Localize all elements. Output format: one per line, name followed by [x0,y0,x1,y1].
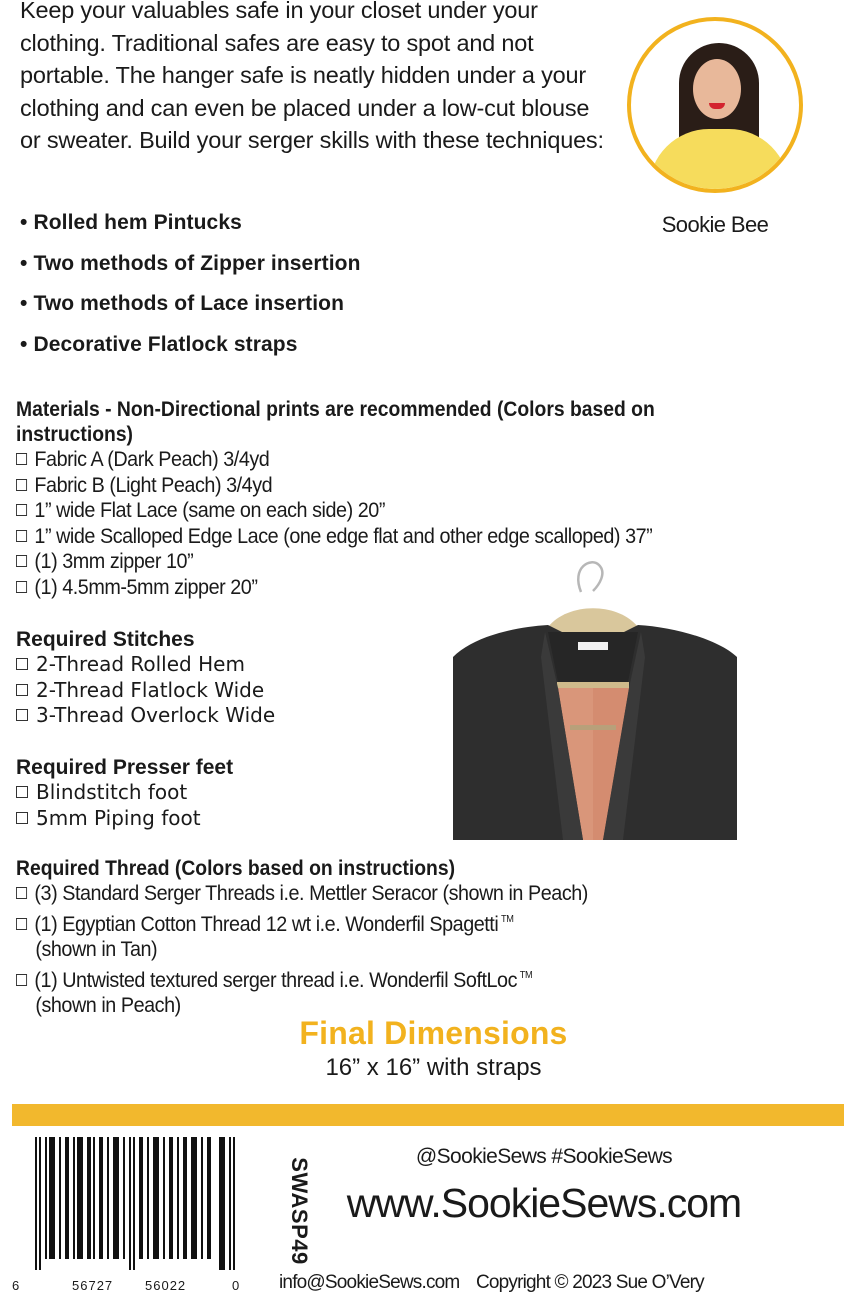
checkbox-icon[interactable] [16,709,28,721]
materials-title-line1: Materials - Non-Directional prints are recommended (Colors based on [16,398,655,421]
technique-item: • Decorative Flatlock straps [20,325,361,366]
trademark-symbol: TM [501,913,514,925]
trademark-symbol: TM [519,969,533,981]
checkbox-icon[interactable] [16,658,28,670]
thread-section [16,856,638,1019]
checkbox-icon[interactable] [16,453,27,465]
checkbox-icon[interactable] [16,786,28,798]
material-item: Fabric A (Dark Peach) 3/4yd [16,447,655,473]
presser-foot-item: Blindstitch foot [16,780,233,806]
checkbox-icon[interactable] [16,555,27,567]
checkbox-icon[interactable] [16,974,27,986]
techniques-list [20,203,361,365]
thread-item: (1) Egyptian Cotton Thread 12 wt i.e. Wonderfil Spagetti ™ [16,907,588,938]
face-shape [693,59,741,119]
author-avatar [627,17,803,193]
presser-feet-section [16,755,233,831]
presser-foot-item: 5mm Piping foot [16,806,233,832]
checkbox-icon[interactable] [16,530,27,542]
barcode-digit: 56727 [72,1278,114,1293]
social-handles: @SookieSews #SookieSews [415,1145,673,1168]
material-item: (1) 4.5mm-5mm zipper 20” [16,575,655,601]
checkbox-icon[interactable] [16,479,27,491]
material-item: 1” wide Flat Lace (same on each side) 20” [16,498,655,524]
technique-item: • Rolled hem Pintucks [20,203,361,244]
shirt-shape [649,129,789,193]
barcode-digit: 56022 [145,1278,187,1293]
material-item: 1” wide Scalloped Edge Lace (one edge flat and other edge scalloped) 37” [16,524,655,550]
barcode-digit: 0 [232,1278,240,1293]
material-item: Fabric B (Light Peach) 3/4yd [16,473,655,499]
thread-item: (1) Untwisted textured serger thread i.e. Wonderfil SoftLoc ™ [16,963,588,994]
thread-item-continuation: (shown in Peach) [35,993,181,1017]
materials-title-line2: instructions) [16,423,133,446]
technique-item: • Two methods of Lace insertion [20,284,361,325]
technique-item: • Two methods of Zipper insertion [20,244,361,285]
final-dimensions-value: 16” x 16” with straps [325,1054,542,1081]
checkbox-icon[interactable] [16,581,27,593]
stitch-item: 2-Thread Flatlock Wide [16,678,275,704]
checkbox-icon[interactable] [16,918,27,930]
checkbox-icon[interactable] [16,812,28,824]
email-link[interactable]: info@SookieSews.com [279,1272,460,1293]
stitches-section [16,627,275,729]
intro-paragraph: Keep your valuables safe in your closet under your clothing. Traditional safes are easy to spot and not portable. The hanger safe is neatly hidden under a your clothing and can even be placed under a low-cut blouse or sweater. Build your serger skills with these techniques: [20,0,604,153]
author-name: Sookie Bee [661,212,769,237]
stitch-item: 3-Thread Overlock Wide [16,703,275,729]
presser-feet-title: Required Presser feet [16,756,234,779]
checkbox-icon[interactable] [16,504,27,516]
checkbox-icon[interactable] [16,684,28,696]
thread-title: Required Thread (Colors based on instructions) [16,857,456,880]
sku-code: SWASP49 [287,1157,312,1265]
thread-item: (3) Standard Serger Threads i.e. Mettler Seracor (shown in Peach) [16,881,588,907]
thread-item-continuation: (shown in Tan) [35,937,158,961]
product-photo-cardigan [453,557,737,840]
barcode-icon [35,1137,235,1270]
website-link[interactable]: www.SookieSews.com [346,1180,742,1226]
final-dimensions-title: Final Dimensions [299,1015,568,1051]
author-card [627,17,803,238]
stitch-item: 2-Thread Rolled Hem [16,652,275,678]
barcode-digit: 6 [12,1278,20,1293]
accent-divider [12,1104,844,1126]
material-item: (1) 3mm zipper 10” [16,549,655,575]
footer [279,1272,716,1294]
checkbox-icon[interactable] [16,887,27,899]
stitches-title: Required Stitches [16,628,195,651]
copyright-text: Copyright © 2023 Sue O’Very [475,1272,704,1293]
